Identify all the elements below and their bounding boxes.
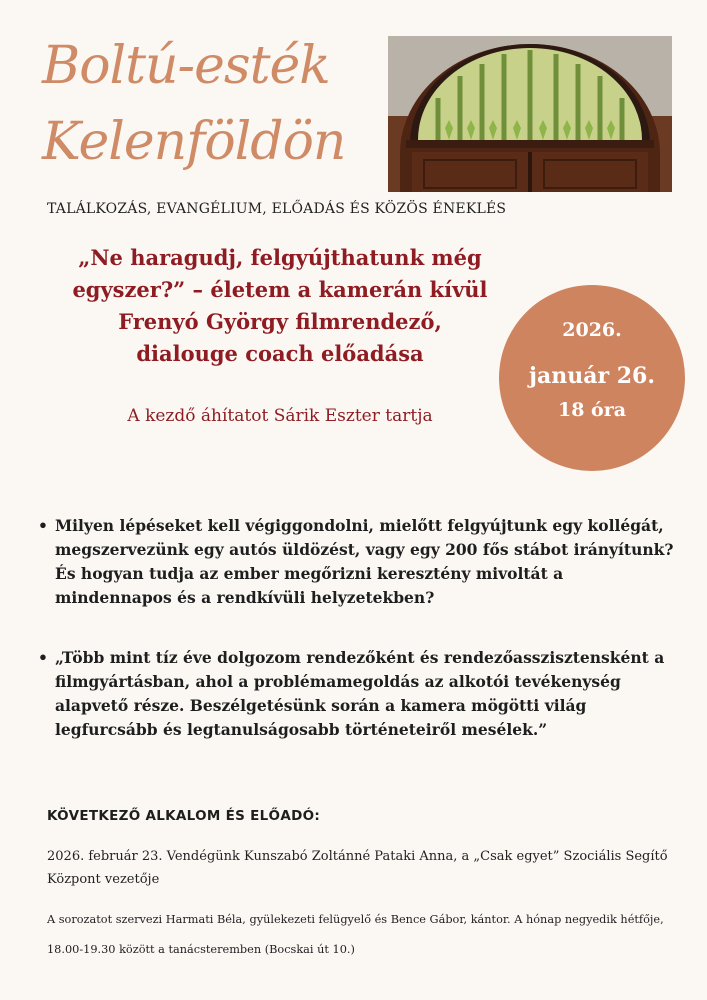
- bullet-text-1: Milyen lépéseket kell végiggondolni, mielőtt felgyújtunk egy kollégát, megszervezünk egy autós üldözést, vagy egy 200 fős stábot irányítunk? És hogyan tudja az ember megőrizni keresztény mivoltát a mindennapos és a rendkívüli helyzetekben?: [55, 516, 674, 607]
- date-time: 18 óra: [557, 399, 627, 421]
- next-event-details: 2026. február 23. Vendégünk Kunszabó Zoltánné Pataki Anna, a „Csak egyet” Szociális Segítő Központ vezetője: [47, 849, 668, 887]
- lecture-line-1: „Ne haragudj, felgyújthatunk még: [78, 245, 482, 270]
- date-badge: [499, 285, 685, 471]
- lecture-line-3: Frenyó György filmrendező,: [118, 309, 442, 334]
- title-line-2: Kelenföldön: [42, 112, 346, 172]
- date-day: január 26.: [529, 363, 655, 389]
- bullet-marker: •: [38, 516, 48, 535]
- next-event-heading: KÖVETKEZŐ ALKALOM ÉS ELŐADÓ:: [47, 808, 321, 824]
- date-year: 2026.: [562, 319, 622, 341]
- stained-glass-window-image: [388, 36, 672, 192]
- devotion-note: A kezdő áhítatot Sárik Eszter tartja: [127, 406, 433, 426]
- lecture-title: [60, 242, 500, 370]
- lecture-line-2: egyszer?” – életem a kamerán kívül: [72, 277, 488, 302]
- lecture-line-4: dialouge coach előadása: [136, 341, 424, 366]
- organizers-note: A sorozatot szervezi Harmati Béla, gyülekezeti felügyelő és Bence Gábor, kántor. A hónap negyedik hétfője, 18.00-19.30 között a tanácsteremben (Bocskai út 10.): [47, 913, 664, 956]
- title-line-1: Boltú-esték: [42, 36, 330, 96]
- event-subtitle: TALÁLKOZÁS, EVANGÉLIUM, ELŐADÁS ÉS KÖZÖS ÉNEKLÉS: [47, 201, 507, 217]
- event-title: [42, 28, 372, 180]
- bullet-marker: •: [38, 648, 48, 667]
- bullet-text-2: „Több mint tíz éve dolgozom rendezőként és rendezőasszisztensként a filmgyártásban, ahol a problémamegoldás az alkotói tevékenység alapvető része. Beszélgetésünk során a kamera mögötti világ legfurcsább és legtanulságosabb történeteiről mesélek.”: [55, 648, 665, 739]
